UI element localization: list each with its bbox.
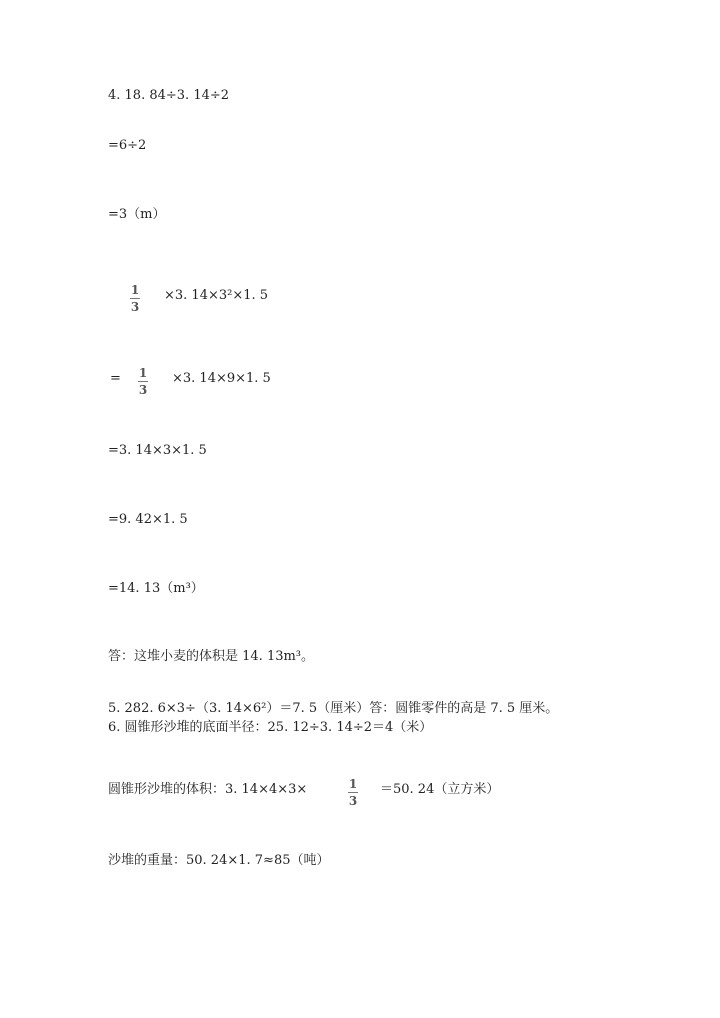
volume-step-3: =9. 42×1. 5 (108, 512, 188, 527)
fraction-one-third: 1 3 (138, 366, 148, 397)
answer-wheat-volume: 答：这堆小麦的体积是 14. 13m³。 (108, 649, 315, 664)
volume-step-1: ×3. 14×9×1. 5 (172, 371, 271, 386)
step-4-result-1: =6÷2 (108, 138, 147, 153)
sand-weight-line: 沙堆的重量：50. 24×1. 7≈85（吨） (108, 853, 330, 868)
equals-sign: = (110, 371, 121, 386)
step-4-result-2: =3（m） (108, 207, 166, 222)
sand-volume-result: ＝50. 24（立方米） (380, 782, 500, 797)
fraction-one-third: 1 3 (130, 283, 140, 314)
volume-formula-line: ×3. 14×3²×1. 5 (164, 288, 269, 303)
volume-step-4: =14. 13（m³） (108, 581, 204, 596)
fraction-one-third: 1 3 (348, 777, 358, 808)
problem-5-line: 5. 282. 6×3÷（3. 14×6²）＝7. 5（厘米）答：圆锥零件的高是 7. 5 厘米。 (108, 701, 559, 716)
step-4-line: 4. 18. 84÷3. 14÷2 (108, 88, 230, 103)
volume-step-2: =3. 14×3×1. 5 (108, 443, 207, 458)
problem-6-line: 6. 圆锥形沙堆的底面半径：25. 12÷3. 14÷2＝4（米） (108, 720, 433, 735)
sand-volume-line: 圆锥形沙堆的体积：3. 14×4×3× (108, 782, 308, 797)
